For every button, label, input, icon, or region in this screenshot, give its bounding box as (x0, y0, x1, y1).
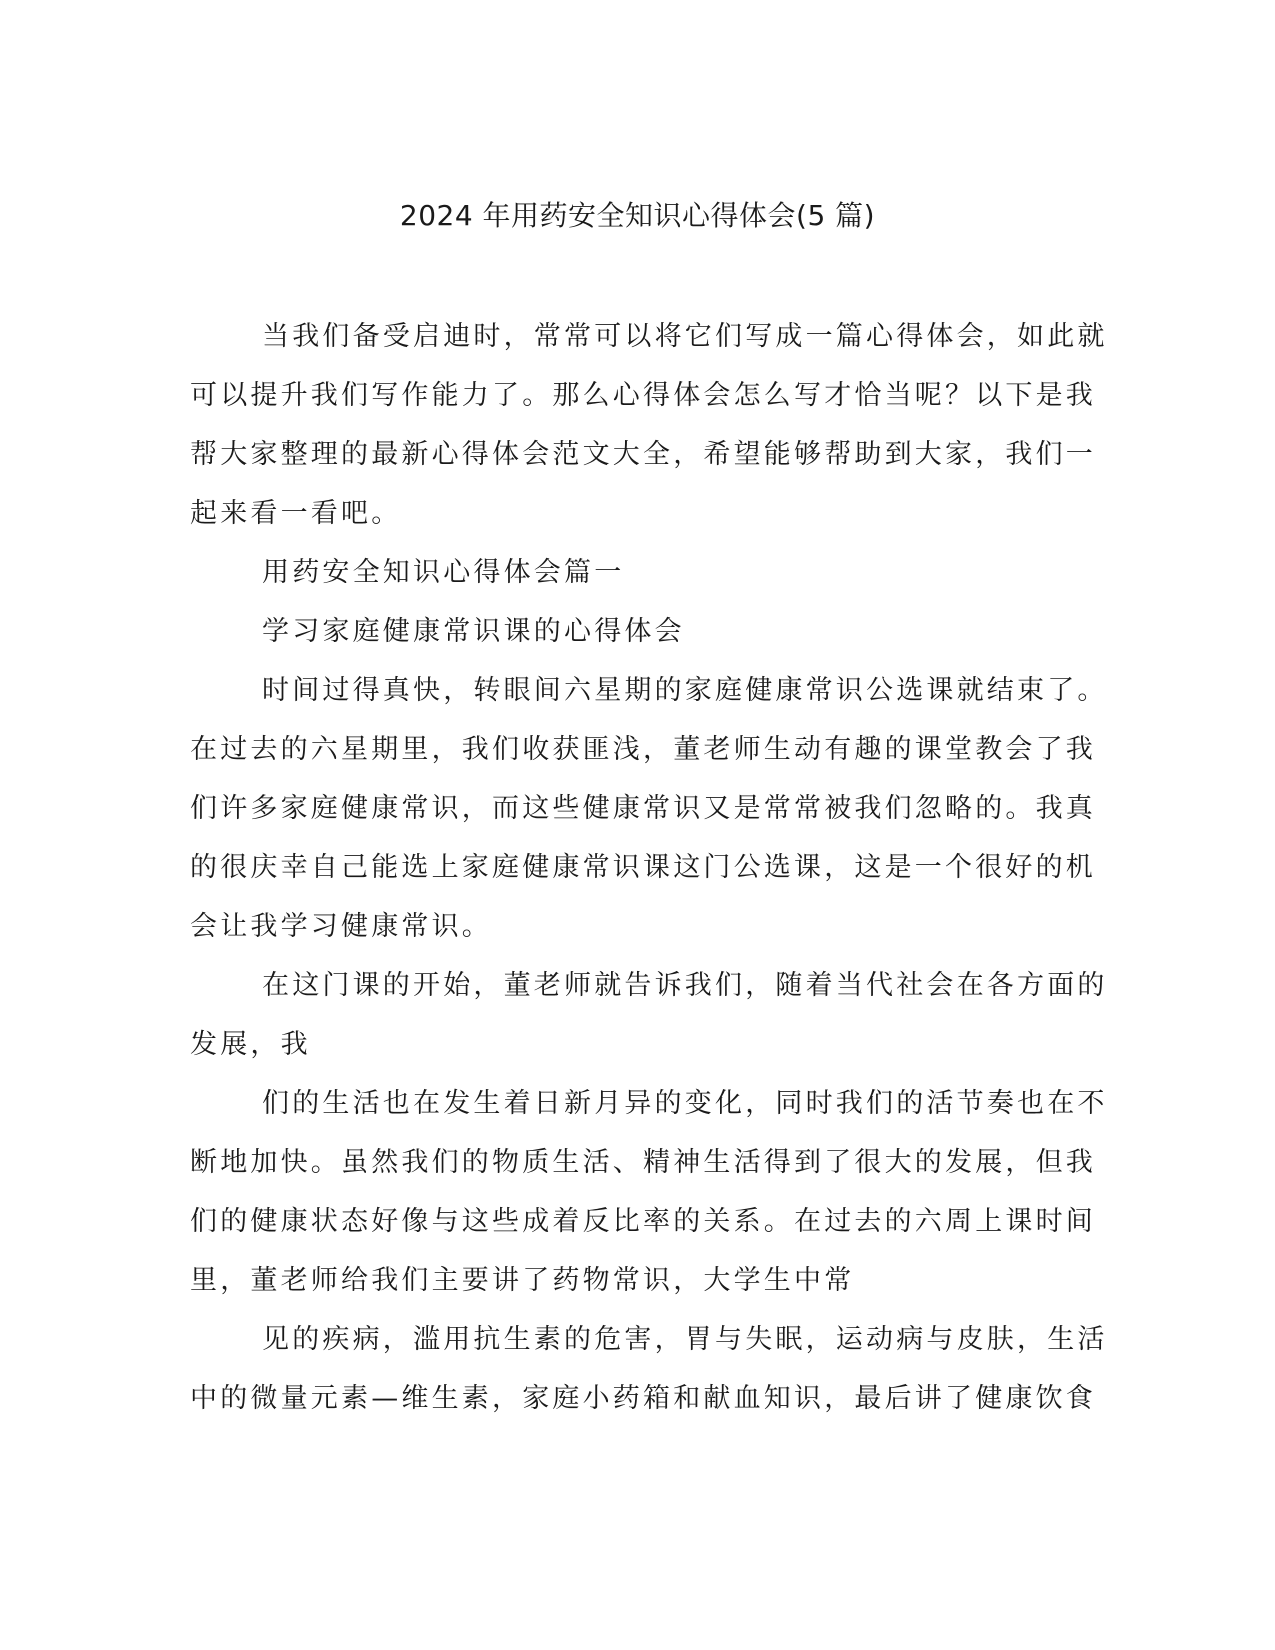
text-line: 断地加快。虽然我们的物质生活、精神生活得到了很大的发展，但我 (190, 1147, 1096, 1178)
text-line: 们的生活也在发生着日新月异的变化，同时我们的活节奏也在不 (262, 1088, 1108, 1119)
text-line: 当我们备受启迪时，常常可以将它们写成一篇心得体会，如此就 (262, 321, 1108, 352)
section-heading: 用药安全知识心得体会篇一 (262, 557, 625, 588)
text-line: 里，董老师给我们主要讲了药物常识，大学生中常 (190, 1265, 855, 1296)
text-line: 起来看一看吧。 (190, 498, 402, 529)
text-line: 可以提升我们写作能力了。那么心得体会怎么写才恰当呢？以下是我 (190, 380, 1096, 411)
text-line: 发展，我 (190, 1029, 311, 1060)
text-line: 见的疾病，滥用抗生素的危害，胃与失眠，运动病与皮肤，生活 (262, 1324, 1108, 1355)
text-line: 帮大家整理的最新心得体会范文大全，希望能够帮助到大家，我们一 (190, 439, 1096, 470)
text-line: 的很庆幸自己能选上家庭健康常识课这门公选课，这是一个很好的机 (190, 852, 1096, 883)
text-line: 在这门课的开始，董老师就告诉我们，随着当代社会在各方面的 (262, 970, 1108, 1001)
text-line: 时间过得真快，转眼间六星期的家庭健康常识公选课就结束了。 (262, 675, 1108, 706)
text-line: 们的健康状态好像与这些成着反比率的关系。在过去的六周上课时间 (190, 1206, 1096, 1237)
text-line: 中的微量元素—维生素，家庭小药箱和献血知识，最后讲了健康饮食 (190, 1383, 1096, 1414)
text-line: 会让我学习健康常识。 (190, 911, 492, 942)
document-title: 2024 年用药安全知识心得体会(5 篇) (399, 199, 876, 232)
text-line: 们许多家庭健康常识，而这些健康常识又是常常被我们忽略的。我真 (190, 793, 1096, 824)
section-subheading: 学习家庭健康常识课的心得体会 (262, 616, 685, 647)
text-line: 在过去的六星期里，我们收获匪浅，董老师生动有趣的课堂教会了我 (190, 734, 1096, 765)
